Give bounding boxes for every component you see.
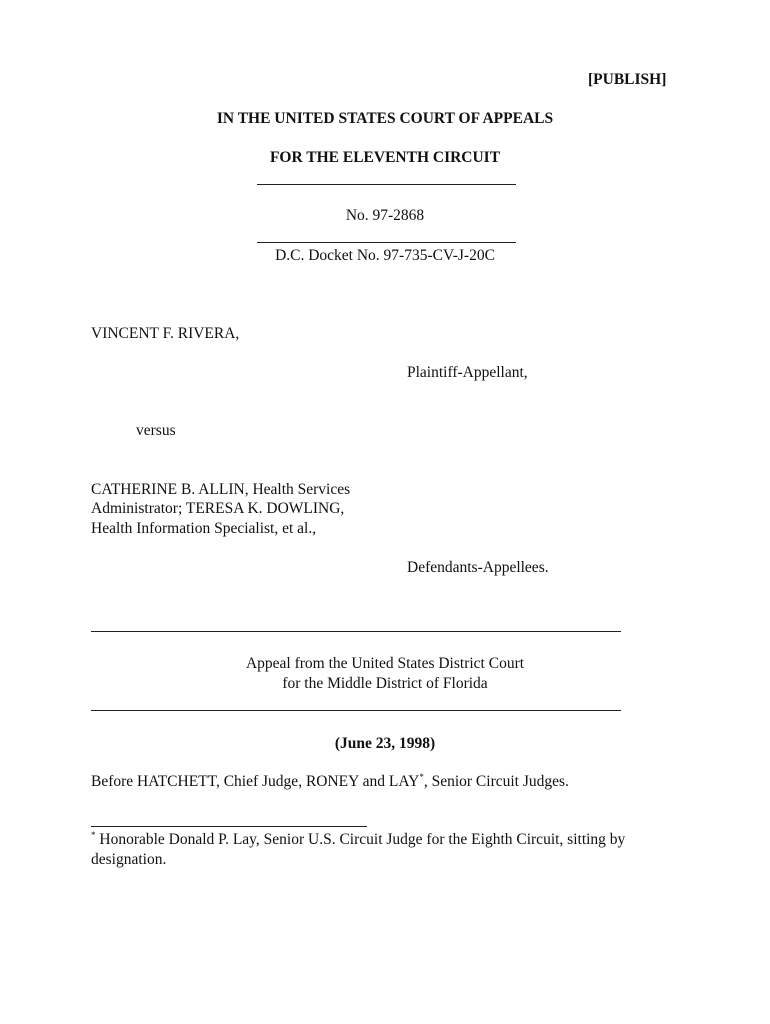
panel-footnote-mark: *	[419, 772, 424, 782]
decision-date: (June 23, 1998)	[334, 735, 436, 752]
appeal-line-1: Appeal from the United States District Court	[245, 655, 525, 672]
footnote-mark: *	[91, 830, 96, 840]
versus-label: versus	[136, 422, 176, 439]
appeal-line-2: for the Middle District of Florida	[282, 675, 488, 692]
case-number: No. 97-2868	[345, 207, 425, 224]
footnote-divider	[91, 826, 367, 827]
defendants-line-3: Health Information Specialist, et al.,	[91, 520, 317, 537]
defendants-role: Defendants-Appellees.	[407, 559, 549, 576]
title-divider	[257, 184, 516, 185]
footnote-line-2: designation.	[91, 851, 167, 868]
court-title: IN THE UNITED STATES COURT OF APPEALS	[216, 110, 554, 127]
footnote-text: Honorable Donald P. Lay, Senior U.S. Circuit Judge for the Eighth Circuit, sitting by	[95, 831, 626, 848]
publish-tag: [PUBLISH]	[588, 71, 667, 88]
appeal-top-divider	[91, 631, 621, 632]
case-number-divider	[257, 242, 516, 243]
defendants-line-1: CATHERINE B. ALLIN, Health Services	[91, 481, 351, 498]
docket-number: D.C. Docket No. 97-735-CV-J-20C	[275, 247, 495, 264]
panel-after-text: , Senior Circuit Judges.	[423, 773, 569, 790]
plaintiff-name: VINCENT F. RIVERA,	[91, 325, 240, 342]
plaintiff-role: Plaintiff-Appellant,	[407, 364, 528, 381]
panel-line	[91, 773, 569, 791]
appeal-bottom-divider	[91, 710, 621, 711]
defendants-line-2: Administrator; TERESA K. DOWLING,	[91, 500, 345, 517]
footnote-line-1	[91, 831, 625, 849]
circuit-title: FOR THE ELEVENTH CIRCUIT	[269, 149, 501, 166]
panel-before-text: Before HATCHETT, Chief Judge, RONEY and LAY	[91, 773, 420, 790]
